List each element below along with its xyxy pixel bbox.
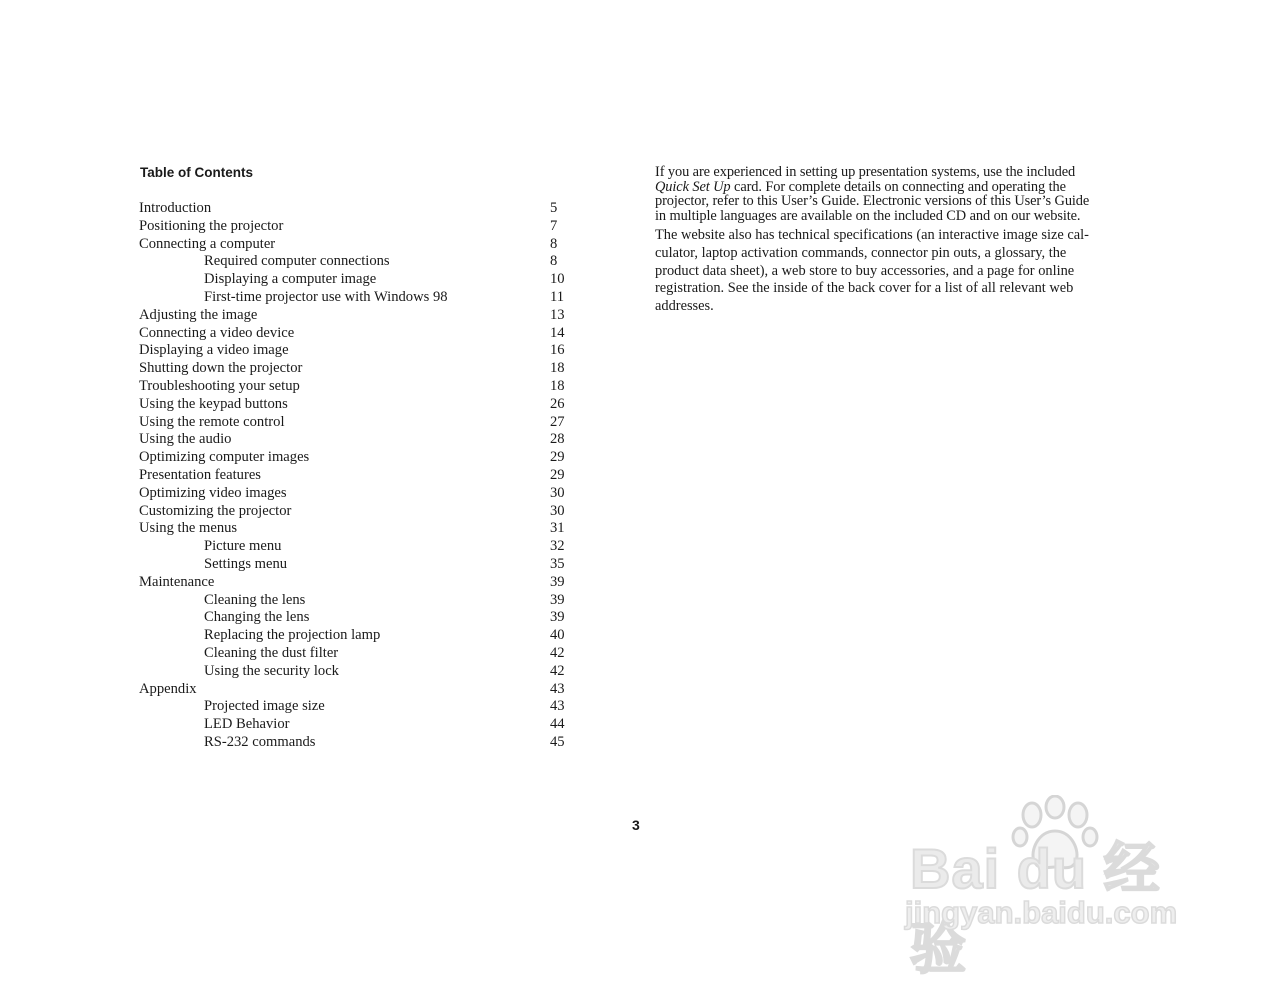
toc-entry-page: 42	[550, 662, 565, 679]
toc-entry	[139, 200, 579, 218]
intro-line: card. For complete details on connecting and operating the	[734, 178, 1066, 195]
toc-entry-page: 29	[550, 466, 565, 483]
toc-entry	[139, 414, 579, 432]
page-number: 3	[632, 817, 640, 833]
toc-entry	[139, 342, 579, 360]
toc-entry	[139, 520, 579, 538]
toc-entry	[139, 378, 579, 396]
toc-entry	[139, 449, 579, 467]
toc-entry-label: Using the security lock	[204, 662, 339, 679]
toc-entry-page: 39	[550, 573, 565, 590]
toc-entry-page: 31	[550, 520, 565, 537]
toc-entry-page: 7	[550, 217, 558, 234]
toc-entry-page: 13	[550, 306, 565, 323]
toc-entry-page: 42	[550, 644, 565, 661]
toc-entry	[139, 503, 579, 521]
toc-entry-page: 43	[550, 698, 565, 715]
baidu-watermark	[905, 795, 1215, 980]
toc-entry-page: 14	[550, 324, 565, 341]
toc-entry-label: Displaying a computer image	[204, 271, 377, 288]
toc-entry-page: 10	[550, 271, 565, 288]
quick-set-up-italic: Quick Set Up	[655, 178, 731, 195]
toc-entry-label: Introduction	[139, 200, 212, 216]
toc-entry-label: Settings menu	[204, 555, 288, 572]
toc-entry-page: 39	[550, 609, 565, 626]
toc-entry	[139, 431, 579, 449]
toc-entry-label: Appendix	[139, 680, 197, 697]
toc-entry-page: 18	[550, 377, 565, 394]
toc-entry	[139, 307, 579, 325]
toc-entry-page: 44	[550, 716, 565, 733]
toc-entry-page: 26	[550, 395, 565, 412]
toc-entry-label: Cleaning the dust filter	[204, 644, 339, 661]
watermark-url: jingyan.baidu.com	[905, 895, 1178, 930]
toc-entry-label: Adjusting the image	[139, 306, 258, 323]
toc-subentry	[139, 698, 579, 716]
toc-entry	[139, 681, 579, 699]
toc-entry-page: 30	[550, 502, 565, 519]
toc-subentry	[139, 253, 579, 271]
toc-subentry	[139, 716, 579, 734]
toc-entry	[139, 396, 579, 414]
toc-entry-label: Picture menu	[204, 538, 282, 555]
toc-entry-label: Using the menus	[139, 520, 238, 537]
intro-line: If you are experienced in setting up presentation systems, use the included	[655, 164, 1076, 180]
watermark-brand: Bai du 经验	[910, 837, 1161, 980]
toc-entry-page: 8	[550, 253, 558, 270]
intro-text	[655, 165, 1145, 316]
intro-paragraph-1	[655, 165, 1145, 223]
toc-entry-label: Optimizing computer images	[139, 449, 310, 466]
toc-entry	[139, 485, 579, 503]
intro-paragraph-2	[655, 227, 1145, 316]
toc-entry-page: 29	[550, 449, 565, 466]
toc-entry	[139, 236, 579, 254]
toc-entry-label: Projected image size	[204, 698, 325, 715]
toc-entry-label: Customizing the projector	[139, 502, 292, 519]
intro-line: product data sheet), a web store to buy accessories, and a page for online	[655, 262, 1075, 279]
toc-entry-label: LED Behavior	[204, 716, 290, 733]
toc-entry-label: Cleaning the lens	[204, 591, 306, 608]
toc-subentry	[139, 734, 579, 752]
toc-entry-page: 18	[550, 360, 565, 377]
toc-list	[139, 200, 579, 752]
toc-subentry	[139, 609, 579, 627]
intro-line: culator, laptop activation commands, connector pin outs, a glossary, the	[655, 245, 1067, 262]
toc-entry-label: Using the keypad buttons	[139, 395, 288, 412]
toc-entry-label: First-time projector use with Windows 98	[204, 288, 448, 305]
toc-entry-label: Required computer connections	[204, 253, 390, 270]
toc-entry	[139, 360, 579, 378]
toc-entry-label: RS-232 commands	[204, 733, 316, 750]
toc-entry-label: Connecting a computer	[139, 235, 276, 252]
toc-entry-label: Using the audio	[139, 431, 232, 448]
intro-line: addresses.	[655, 298, 714, 315]
toc-entry-label: Presentation features	[139, 466, 261, 483]
toc-subentry	[139, 538, 579, 556]
toc-entry	[139, 574, 579, 592]
toc-subentry	[139, 645, 579, 663]
toc-entry-page: 8	[550, 235, 558, 252]
toc-entry-label: Replacing the projection lamp	[204, 627, 381, 644]
toc-entry-label: Using the remote control	[139, 413, 285, 430]
intro-line: in multiple languages are available on the included CD and on our website.	[655, 207, 1081, 224]
toc-entry-page: 27	[550, 413, 565, 430]
toc-entry-label: Changing the lens	[204, 609, 310, 626]
toc-entry-page: 32	[550, 538, 565, 555]
toc-entry-page: 28	[550, 431, 565, 448]
toc-entry-page: 43	[550, 680, 565, 697]
toc-subentry	[139, 592, 579, 610]
toc-subentry	[139, 271, 579, 289]
toc-entry-page: 16	[550, 342, 565, 359]
toc-entry-label: Displaying a video image	[139, 342, 289, 359]
intro-line: projector, refer to this User’s Guide. Electronic versions of this User’s Guide	[655, 193, 1090, 210]
toc-entry-label: Shutting down the projector	[139, 360, 303, 377]
toc-subentry	[139, 556, 579, 574]
toc-entry	[139, 218, 579, 236]
toc-entry-label: Connecting a video device	[139, 324, 295, 341]
intro-line: The website also has technical specifications (an interactive image size cal-	[655, 227, 1089, 244]
toc-subentry	[139, 663, 579, 681]
toc-entry-page: 11	[550, 288, 565, 305]
toc-subentry	[139, 289, 579, 307]
toc-entry-label: Maintenance	[139, 573, 215, 590]
toc-entry-label: Positioning the projector	[139, 217, 284, 234]
toc-entry-page: 35	[550, 555, 565, 572]
toc-entry-label: Troubleshooting your setup	[139, 377, 300, 394]
toc-entry	[139, 325, 579, 343]
intro-line: registration. See the inside of the back cover for a list of all relevant web	[655, 280, 1074, 297]
toc-entry-page: 45	[550, 733, 565, 750]
toc-entry-page: 5	[550, 200, 558, 216]
toc-entry-page: 39	[550, 591, 565, 608]
toc-subentry	[139, 627, 579, 645]
toc-entry	[139, 467, 579, 485]
toc-entry-page: 30	[550, 484, 565, 501]
toc-entry-page: 40	[550, 627, 565, 644]
toc-title: Table of Contents	[140, 165, 253, 180]
toc-entry-label: Optimizing video images	[139, 484, 287, 501]
